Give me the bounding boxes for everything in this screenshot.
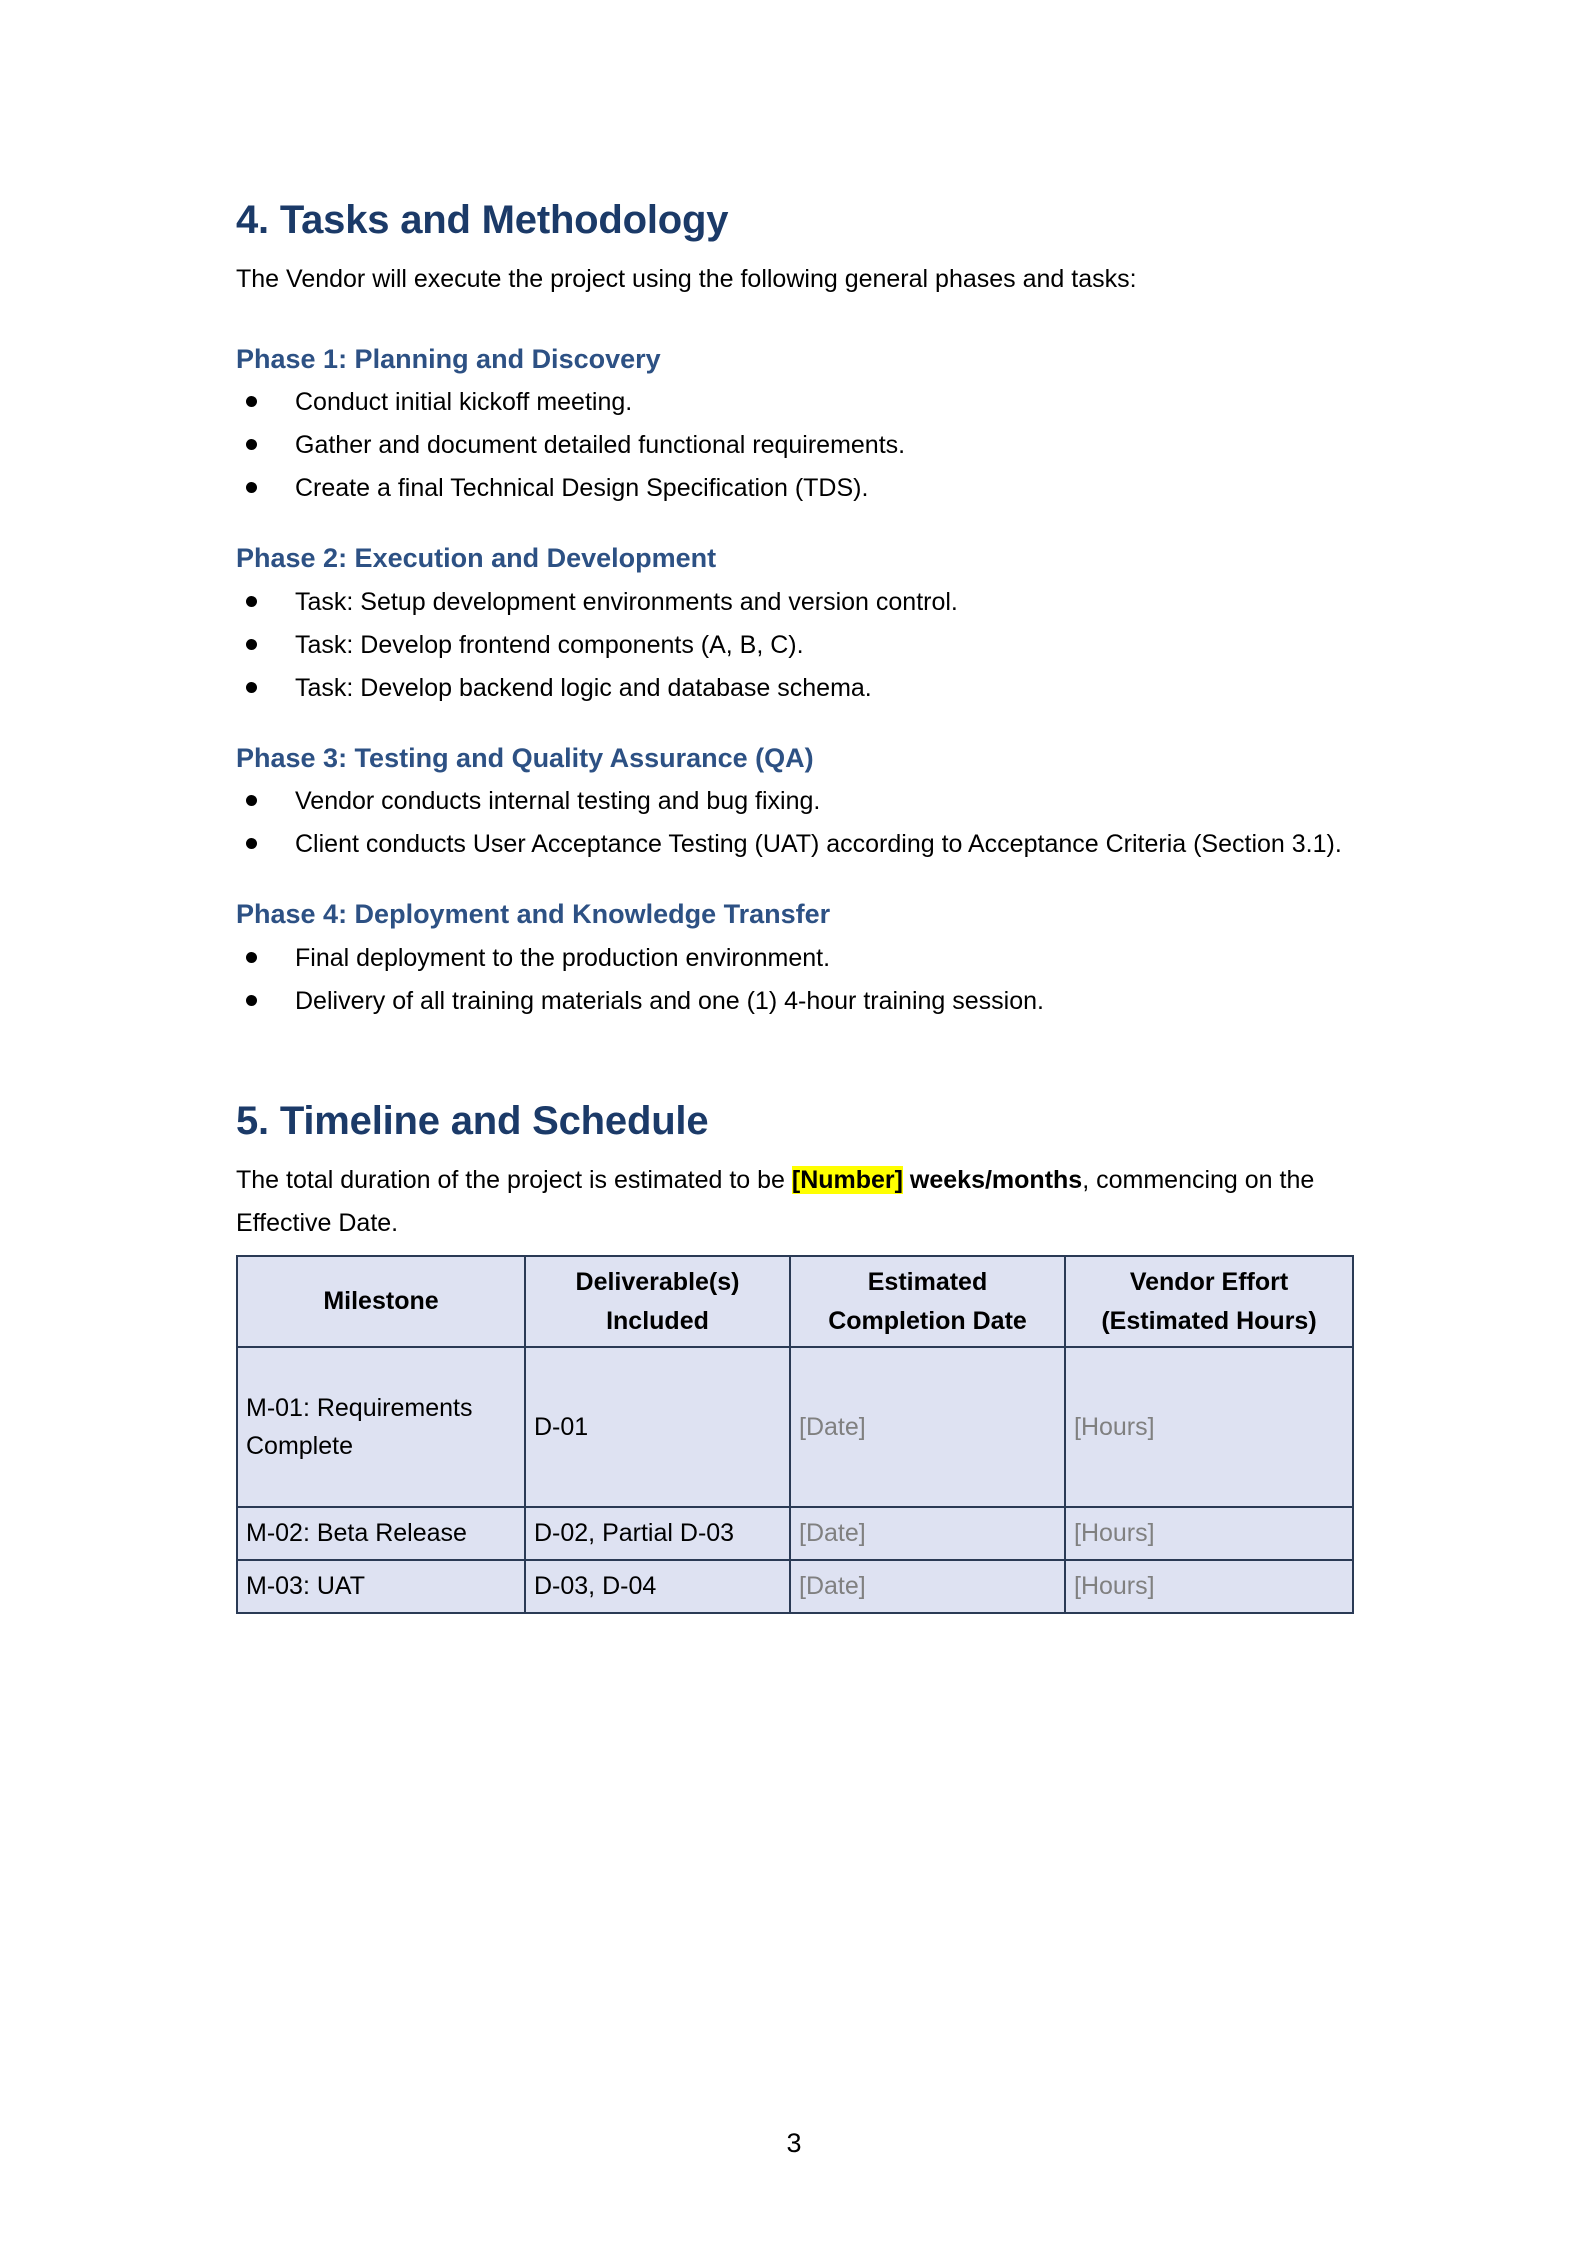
cell-hours: [Hours] xyxy=(1065,1560,1353,1613)
list-item-text: Task: Develop backend logic and database schema. xyxy=(295,673,872,702)
timeline-milestone-table xyxy=(236,1255,1354,1614)
cell-date: [Date] xyxy=(790,1347,1065,1507)
list-item xyxy=(236,424,1356,467)
table-body xyxy=(237,1347,1353,1613)
cell-hours: [Hours] xyxy=(1065,1507,1353,1560)
list-item xyxy=(236,823,1356,866)
phase-4-bullet-list xyxy=(236,937,1356,1023)
list-item xyxy=(236,467,1356,510)
number-placeholder-highlight: [Number] xyxy=(791,1165,903,1194)
list-item xyxy=(236,381,1356,424)
list-item-text: Client conducts User Acceptance Testing (UAT) according to Acceptance Criteria (Section 3.1). xyxy=(295,830,1342,859)
list-item xyxy=(236,780,1356,823)
list-item-text: Task: Setup development environments and version control. xyxy=(295,587,958,616)
cell-date: [Date] xyxy=(790,1560,1065,1613)
intro-text-before: The total duration of the project is estimated to be xyxy=(236,1165,792,1194)
spacer xyxy=(236,866,1356,896)
cell-milestone: M-03: UAT xyxy=(237,1560,525,1613)
section-4-intro-paragraph: The Vendor will execute the project using the following general phases and tasks: xyxy=(236,265,1137,293)
list-item xyxy=(236,980,1356,1023)
cell-deliverables: D-03, D-04 xyxy=(525,1560,790,1613)
bullet-icon xyxy=(246,952,257,963)
spacer xyxy=(236,710,1356,740)
list-item-text: Create a final Technical Design Specification (TDS). xyxy=(295,474,869,503)
phase-1-heading: Phase 1: Planning and Discovery xyxy=(236,344,661,374)
phase-1-bullet-list xyxy=(236,381,1356,510)
cell-date: [Date] xyxy=(790,1507,1065,1560)
phase-3-heading: Phase 3: Testing and Quality Assurance (QA) xyxy=(236,742,814,773)
spacer xyxy=(236,301,1356,341)
list-item xyxy=(236,624,1356,667)
bullet-icon xyxy=(246,396,257,407)
section-4-heading: 4. Tasks and Methodology xyxy=(236,198,729,242)
list-item-text: Vendor conducts internal testing and bug fixing. xyxy=(295,787,821,816)
phase-2-bullet-list xyxy=(236,581,1356,710)
bullet-icon xyxy=(246,682,257,693)
list-item-text: Gather and document detailed functional requirements. xyxy=(295,431,906,460)
cell-hours: [Hours] xyxy=(1065,1347,1353,1507)
bullet-icon xyxy=(246,795,257,806)
list-item-text: Delivery of all training materials and one (1) 4-hour training session. xyxy=(295,986,1044,1015)
phase-3-bullet-list xyxy=(236,780,1356,866)
cell-deliverables: D-01 xyxy=(525,1347,790,1507)
page-content xyxy=(236,196,1356,1614)
section-5-intro-paragraph xyxy=(236,1159,1356,1245)
column-header-vendor-effort: Vendor Effort (Estimated Hours) xyxy=(1065,1256,1353,1348)
column-header-completion-date: Estimated Completion Date xyxy=(790,1256,1065,1348)
list-item-text: Conduct initial kickoff meeting. xyxy=(295,388,633,417)
column-header-deliverables: Deliverable(s) Included xyxy=(525,1256,790,1348)
spacer xyxy=(236,1023,1356,1097)
bullet-icon xyxy=(246,596,257,607)
spacer xyxy=(236,510,1356,540)
cell-milestone: M-01: Requirements Complete xyxy=(237,1347,525,1507)
table-row xyxy=(237,1347,1353,1507)
table-row xyxy=(237,1507,1353,1560)
bullet-icon xyxy=(246,838,257,849)
table-header xyxy=(237,1256,1353,1348)
bullet-icon xyxy=(246,995,257,1006)
table-header-row xyxy=(237,1256,1353,1348)
table-row xyxy=(237,1560,1353,1613)
phase-4-heading: Phase 4: Deployment and Knowledge Transfer xyxy=(236,899,831,930)
list-item xyxy=(236,937,1356,980)
bullet-icon xyxy=(246,439,257,450)
list-item xyxy=(236,581,1356,624)
intro-text-bold: weeks/months xyxy=(902,1165,1083,1194)
list-item-text: Final deployment to the production environment. xyxy=(295,943,831,972)
section-5-heading: 5. Timeline and Schedule xyxy=(236,1098,709,1143)
bullet-icon xyxy=(246,639,257,650)
list-item-text: Task: Develop frontend components (A, B, C). xyxy=(295,630,804,659)
intro-text-after: , commencing on the Effective Date. xyxy=(236,1165,1315,1237)
cell-deliverables: D-02, Partial D-03 xyxy=(525,1507,790,1560)
phase-2-heading: Phase 2: Execution and Development xyxy=(236,543,717,574)
page-number: 3 xyxy=(786,2128,802,2158)
column-header-milestone: Milestone xyxy=(237,1256,525,1348)
list-item xyxy=(236,667,1356,710)
bullet-icon xyxy=(246,482,257,493)
cell-milestone: M-02: Beta Release xyxy=(237,1507,525,1560)
